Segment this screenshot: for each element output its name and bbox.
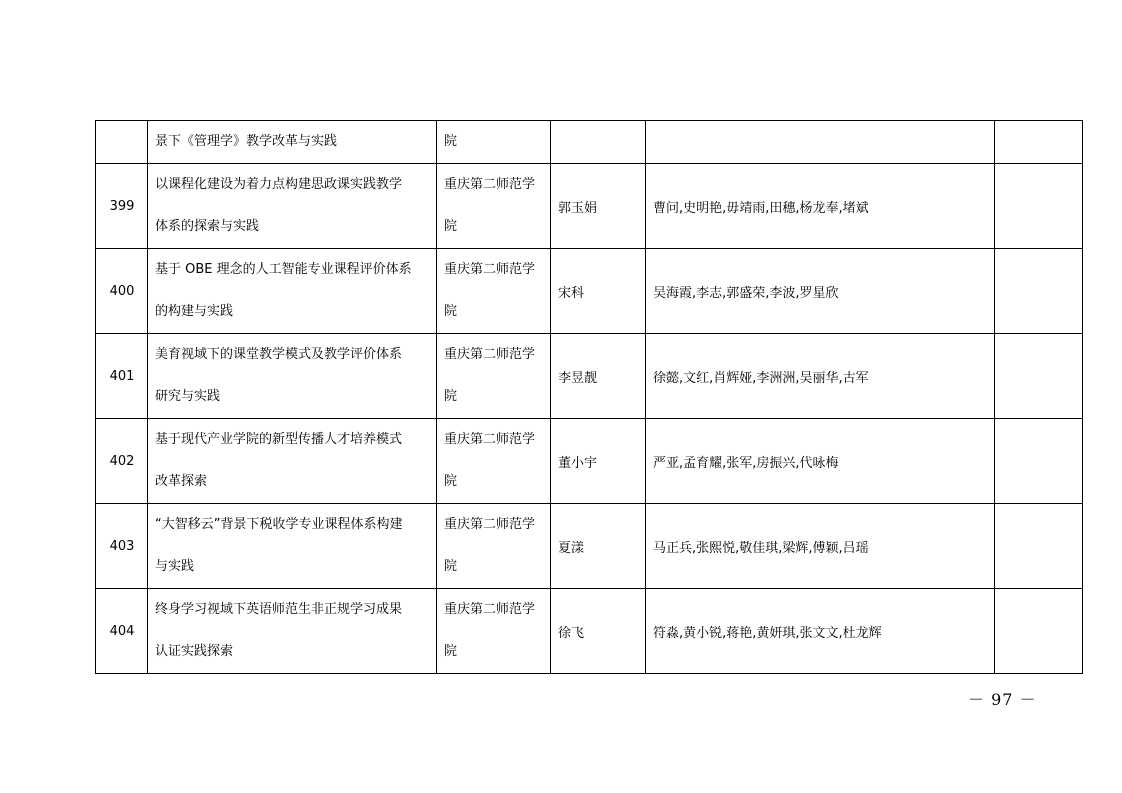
table-row bbox=[96, 589, 1083, 674]
number-cell: 399 bbox=[96, 164, 148, 249]
number-cell: 404 bbox=[96, 589, 148, 674]
leader-cell: 徐飞 bbox=[551, 589, 646, 674]
table-row-continued bbox=[96, 121, 1083, 164]
unit-cell: 重庆第二师范学 院 bbox=[437, 249, 551, 334]
project-title-cell: 终身学习视域下英语师范生非正规学习成果 认证实践探索 bbox=[148, 589, 437, 674]
members-cell: 严亚,孟育耀,张军,房振兴,代咏梅 bbox=[646, 419, 995, 504]
table-row bbox=[96, 504, 1083, 589]
remark-cell bbox=[995, 504, 1083, 589]
members-cell: 吴海霞,李志,郭盛荣,李波,罗星欣 bbox=[646, 249, 995, 334]
table-row bbox=[96, 419, 1083, 504]
remark-cell bbox=[995, 249, 1083, 334]
remark-cell bbox=[995, 164, 1083, 249]
remark-cell bbox=[995, 121, 1083, 164]
project-title-cell: 基于 OBE 理念的人工智能专业课程评价体系 的构建与实践 bbox=[148, 249, 437, 334]
members-cell: 徐懿,文红,肖辉娅,李洲洲,吴丽华,古军 bbox=[646, 334, 995, 419]
unit-cell: 重庆第二师范学 院 bbox=[437, 589, 551, 674]
unit-cell: 院 bbox=[437, 121, 551, 164]
project-title-cell: 基于现代产业学院的新型传播人才培养模式 改革探索 bbox=[148, 419, 437, 504]
remark-cell bbox=[995, 334, 1083, 419]
number-cell: 401 bbox=[96, 334, 148, 419]
leader-cell: 夏漾 bbox=[551, 504, 646, 589]
number-cell bbox=[96, 121, 148, 164]
unit-cell: 重庆第二师范学 院 bbox=[437, 334, 551, 419]
leader-cell: 宋科 bbox=[551, 249, 646, 334]
leader-cell: 李昱靓 bbox=[551, 334, 646, 419]
members-cell bbox=[646, 121, 995, 164]
number-cell: 403 bbox=[96, 504, 148, 589]
leader-cell: 董小宇 bbox=[551, 419, 646, 504]
number-cell: 400 bbox=[96, 249, 148, 334]
unit-cell: 重庆第二师范学 院 bbox=[437, 504, 551, 589]
number-cell: 402 bbox=[96, 419, 148, 504]
members-cell: 马正兵,张熙悦,敬佳琪,梁辉,傅颖,吕瑶 bbox=[646, 504, 995, 589]
members-cell: 符淼,黄小锐,蒋艳,黄妍琪,张文文,杜龙辉 bbox=[646, 589, 995, 674]
table-row bbox=[96, 164, 1083, 249]
leader-cell bbox=[551, 121, 646, 164]
project-title-cell: 美育视域下的课堂教学模式及教学评价体系 研究与实践 bbox=[148, 334, 437, 419]
project-title-cell: 以课程化建设为着力点构建思政课实践教学 体系的探索与实践 bbox=[148, 164, 437, 249]
page-number: － 97 － bbox=[968, 690, 1037, 709]
leader-cell: 郭玉娟 bbox=[551, 164, 646, 249]
remark-cell bbox=[995, 589, 1083, 674]
project-title-cell: 景下《管理学》教学改革与实践 bbox=[148, 121, 437, 164]
project-table bbox=[95, 120, 1083, 674]
unit-cell: 重庆第二师范学 院 bbox=[437, 419, 551, 504]
project-title-cell: “大智移云”背景下税收学专业课程体系构建 与实践 bbox=[148, 504, 437, 589]
table-row bbox=[96, 249, 1083, 334]
remark-cell bbox=[995, 419, 1083, 504]
unit-cell: 重庆第二师范学 院 bbox=[437, 164, 551, 249]
table-row bbox=[96, 334, 1083, 419]
members-cell: 曹问,史明艳,毋靖雨,田穗,杨龙奉,堵斌 bbox=[646, 164, 995, 249]
